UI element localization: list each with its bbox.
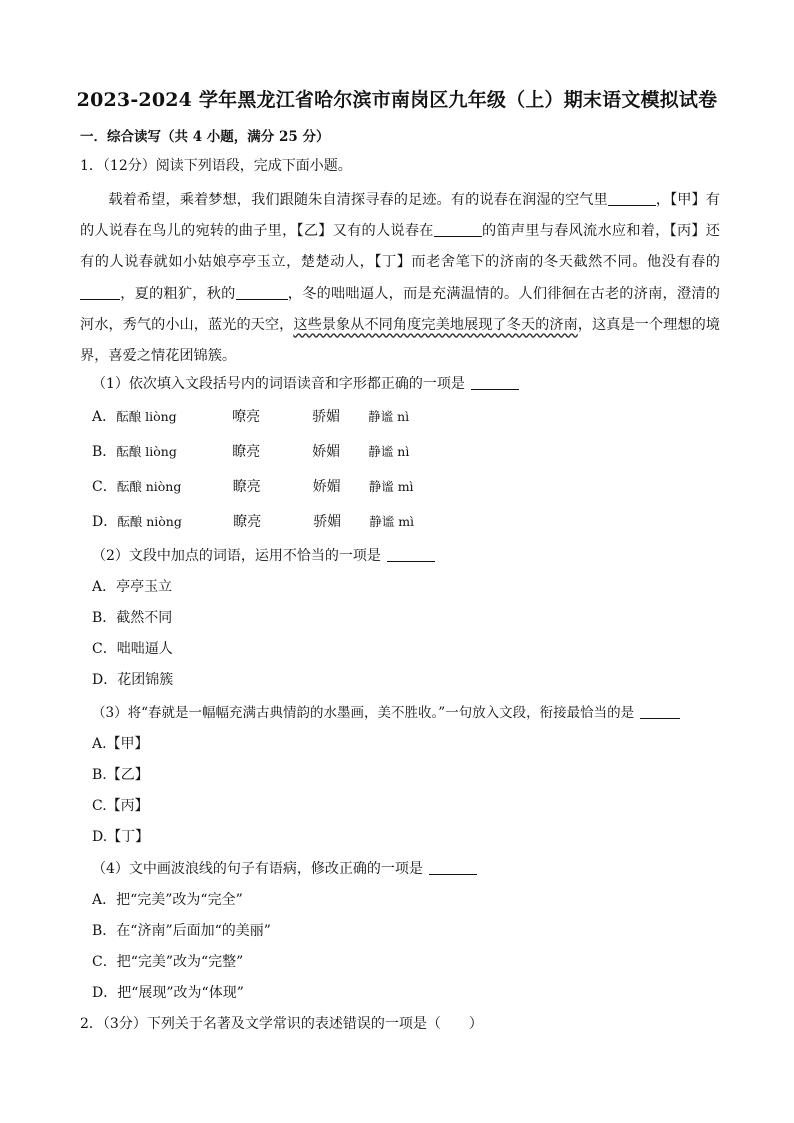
option-word-4: 静谧 mì (369, 514, 415, 529)
option-word-2: 瞭亮 (233, 514, 262, 530)
option-key: A． (92, 409, 117, 425)
passage-text-3: 的笛声里与春风流水应和着，【丙】还有的人说春就如小姑娘亭亭玉立，楚楚动人，【丁】而老舍笔下的济南的冬天截然不同。他没有春的 (80, 223, 720, 271)
option-word-3: 娇媚 (312, 444, 341, 460)
passage-text-1: 载着希望，乘着梦想，我们跟随朱自清探寻春的足迹。有的说春在润湿的空气里 (108, 192, 608, 208)
option-key: C． (92, 479, 117, 495)
passage-blank-2 (434, 220, 482, 237)
sub-question-4-text: （4）文中画波浪线的句子有语病，修改正确的一项是 (92, 861, 423, 877)
sub2-option-a: A．亭亭玉立 (92, 579, 173, 595)
sub2-option-c: C．咄咄逼人 (92, 641, 173, 657)
answer-blank (471, 375, 519, 390)
sub-question-1-stem (92, 374, 519, 394)
passage-blank-3 (80, 283, 120, 300)
question-2-stem: 2．（3分）下列关于名著及文学常识的表述错误的一项是（ ） (80, 1016, 483, 1032)
sub4-option-a: A．把“完美”改为“完全” (92, 892, 243, 908)
sub3-option-c: C.【丙】 (92, 798, 149, 814)
option-word-3: 骄媚 (313, 514, 342, 530)
sub-question-1-text: （1）依次填入文段括号内的词语读音和字形都正确的一项是 (92, 376, 465, 392)
option-word-1: 酝酿 liòng (116, 444, 177, 459)
option-word-2: 嘹亮 (232, 409, 261, 425)
sub-question-3-text: （3）将“春就是一幅幅充满古典情韵的水墨画，美不胜收。”一句放入文段，衔接最恰当的是 (92, 705, 635, 721)
passage-text-5: ，冬的咄咄逼人，而是充满温情的。人们徘徊在古老的济南，澄清的河水，秀气的小山，蓝光的天空， (80, 285, 720, 333)
sub4-option-d: D．把“展现”改为“体现” (92, 985, 244, 1001)
reading-passage (80, 185, 720, 372)
sub-question-2-text: （2）文段中加点的词语，运用不恰当的一项是 (92, 548, 381, 564)
option-word-4: 静谧 nì (368, 444, 410, 459)
option-word-1: 酝酿 niòng (116, 479, 182, 494)
sub2-option-d: D．花团锦簇 (92, 672, 174, 688)
passage-blank-4 (236, 283, 288, 300)
sub2-option-b: B．截然不同 (92, 610, 173, 626)
sub4-option-b: B．在“济南”后面加“的美丽” (92, 923, 271, 939)
sub4-option-c: C．把“完美”改为“完整” (92, 954, 244, 970)
option-word-3: 娇媚 (312, 479, 341, 495)
option-word-4: 静谧 nì (368, 409, 410, 424)
sub3-option-b: B.【乙】 (92, 767, 149, 783)
option-key: D． (92, 514, 118, 530)
passage-text-4: ，夏的粗犷，秋的 (120, 285, 236, 302)
passage-text-2: ，【甲】有的人说春在鸟儿的宛转的曲子里，【乙】又有的人说春在 (80, 192, 720, 240)
sub1-option-b (92, 442, 409, 462)
sub1-option-d (92, 512, 414, 532)
exam-title: 2023-2024 学年黑龙江省哈尔滨市南岗区九年级（上）期末语文模拟试卷 (76, 89, 718, 111)
option-word-4: 静谧 mì (368, 479, 414, 494)
sub3-option-a: A.【甲】 (92, 736, 149, 752)
option-word-1: 酝酿 liòng (116, 409, 177, 424)
sub1-option-c (92, 477, 414, 497)
option-word-3: 骄媚 (312, 409, 341, 425)
sub-question-2-stem (92, 546, 435, 566)
sub-question-3-stem (92, 703, 680, 723)
wavy-underlined-sentence: 这些景象从不同角度完美地展现了冬天的济南 (293, 316, 578, 333)
sub3-option-d: D.【丁】 (92, 829, 150, 845)
option-word-2: 瞭亮 (232, 444, 261, 460)
answer-blank (640, 704, 680, 719)
passage-blank-1 (608, 189, 656, 206)
section-heading: 一．综合读写（共 4 小题，满分 25 分） (80, 129, 330, 145)
option-key: B． (92, 444, 117, 460)
option-word-1: 酝酿 niòng (117, 514, 182, 529)
question-1-stem: 1．（12分）阅读下列语段，完成下面小题。 (80, 158, 352, 174)
passage-text-7: ，这真是一个理想的境界，喜爱之情花团锦簇。 (80, 316, 720, 365)
sub1-option-a (92, 407, 409, 427)
sub-question-4-stem (92, 859, 477, 879)
answer-blank (387, 547, 435, 562)
answer-blank (429, 860, 477, 875)
option-word-2: 瞭亮 (232, 479, 261, 495)
